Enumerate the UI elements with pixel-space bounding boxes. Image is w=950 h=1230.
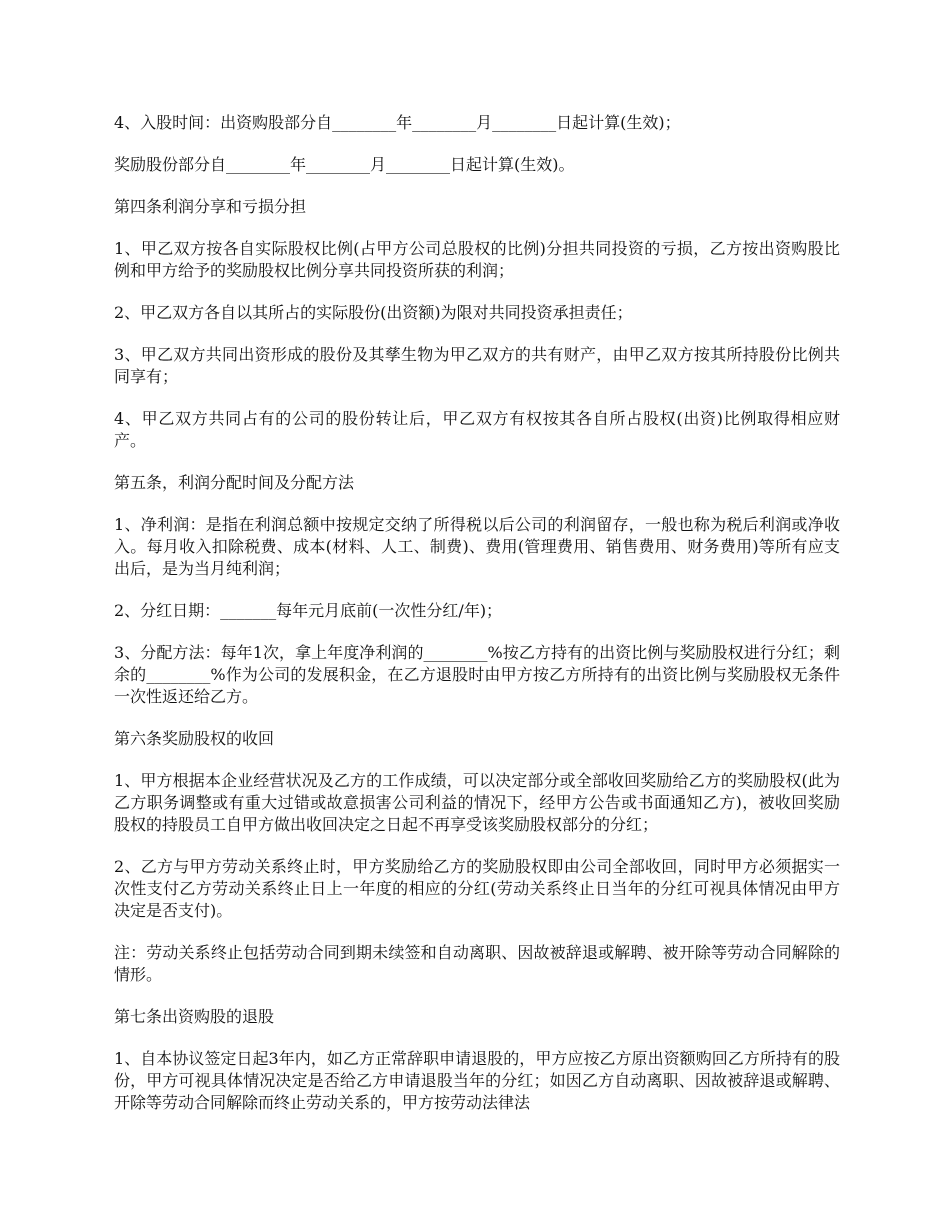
article-7-heading: 第七条出资购股的退股 [114,1007,275,1026]
article-4-item-3: 3、甲乙双方共同出资形成的股份及其孳生物为甲乙双方的共有财产，由甲乙双方按其所持股份比例共同享有； [114,345,840,386]
article-7-item-1: 1、自本协议签定日起3年内，如乙方正常辞职申请退股的，甲方应按乙方原出资额购回乙方所持有的股份，甲方可视具体情况决定是否给乙方申请退股当年的分红；如因乙方自动离职、因故被辞退或解聘、开除等劳动合同解除而终止劳动关系的，甲方按劳动法律法 [114,1049,840,1112]
clause-join-time: 4、入股时间：出资购股部分自________年________月________日起计算(生效)； [114,113,681,132]
article-5-heading: 第五条，利润分配时间及分配方法 [114,473,355,492]
article-6-item-2: 2、乙方与甲方劳动关系终止时，甲方奖励给乙方的奖励股权即由公司全部收回，同时甲方必须据实一次性支付乙方劳动关系终止日上一年度的相应的分红(劳动关系终止日当年的分红可视具体情况由甲方决定是否支付)。 [114,857,840,920]
article-6-item-1: 1、甲方根据本企业经营状况及乙方的工作成绩，可以决定部分或全部收回奖励给乙方的奖励股权(此为乙方职务调整或有重大过错或故意损害公司利益的情况下，经甲方公告或书面通知乙方)，被收回奖励股权的持股员工自甲方做出收回决定之日起不再享受该奖励股权部分的分红； [114,771,840,834]
article-6-heading: 第六条奖励股权的收回 [114,729,275,748]
article-4-item-2: 2、甲乙双方各自以其所占的实际股份(出资额)为限对共同投资承担责任； [114,303,633,322]
document-page [114,112,840,1134]
article-4-item-4: 4、甲乙双方共同占有的公司的股份转让后，甲乙双方有权按其各自所占股权(出资)比例取得相应财产。 [114,409,840,450]
article-4-heading: 第四条利润分享和亏损分担 [114,197,307,216]
article-4-item-1: 1、甲乙双方按各自实际股权比例(占甲方公司总股权的比例)分担共同投资的亏损，乙方按出资购股比例和甲方给予的奖励股权比例分享共同投资所获的利润； [114,239,840,280]
article-5-item-1: 1、净利润：是指在利润总额中按规定交纳了所得税以后公司的利润留存，一般也称为税后利润或净收入。每月收入扣除税费、成本(材料、人工、制费)、费用(管理费用、销售费用、财务费用)等所有应支出后，是为当月纯利润； [114,515,840,578]
article-6-note: 注：劳动关系终止包括劳动合同到期未续签和自动离职、因故被辞退或解聘、被开除等劳动合同解除的情形。 [114,943,840,984]
clause-reward-shares-time: 奖励股份部分自________年________月________日起计算(生效)。 [114,155,575,174]
article-5-item-2: 2、分红日期：_______每年元月底前(一次性分红/年)； [114,601,503,620]
article-5-item-3: 3、分配方法：每年1次，拿上年度净利润的________%按乙方持有的出资比例与奖励股权进行分红；剩余的________%作为公司的发展积金，在乙方退股时由甲方按乙方所持有的出资比例与奖励股权无条件一次性返还给乙方。 [114,643,840,706]
